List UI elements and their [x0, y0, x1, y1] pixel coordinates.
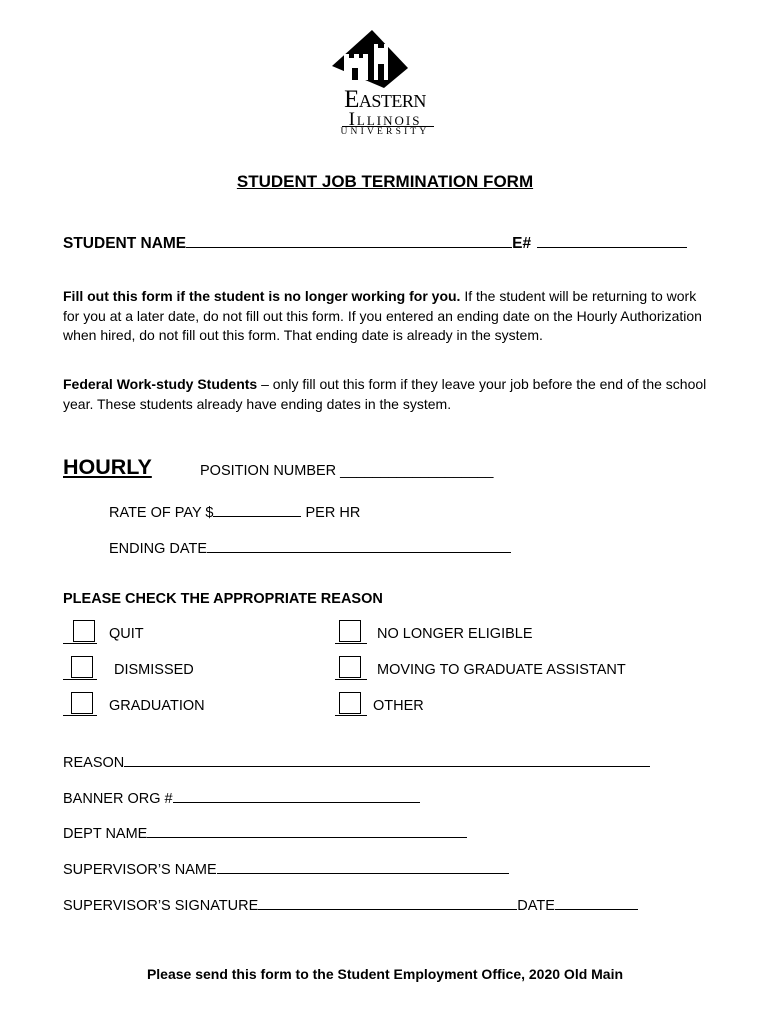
quit-checkbox[interactable] [73, 620, 95, 642]
supervisor-signature-label: SUPERVISOR’S SIGNATURE [63, 898, 259, 914]
dept-name-field[interactable] [147, 822, 467, 838]
date-label: DATE [517, 898, 555, 914]
dept-name-row [63, 822, 467, 842]
moving-to-graduate-assistant-label: MOVING TO GRADUATE ASSISTANT [377, 662, 626, 678]
no-longer-eligible-label: NO LONGER ELIGIBLE [377, 626, 533, 642]
no-longer-eligible-checkbox[interactable] [339, 620, 361, 642]
dept-name-label: DEPT NAME [63, 826, 148, 842]
instructions-p1-text: If the student will be returning to work for you at a later date, do not fill out this form. If you entered an ending date on the Hourly Authorization when hired, do not fill out this form. That ending date is already in the system. [63, 288, 702, 343]
logo-word-illinois: Illinois [348, 109, 422, 130]
reason-heading: PLEASE CHECK THE APPROPRIATE REASON [63, 591, 383, 607]
ending-date-field[interactable] [207, 537, 511, 553]
date-field[interactable] [555, 894, 638, 910]
banner-org-row [63, 787, 420, 807]
position-number-field[interactable]: POSITION NUMBER ___________________ [200, 463, 494, 479]
form-title: STUDENT JOB TERMINATION FORM [236, 172, 534, 191]
rate-of-pay-label: RATE OF PAY $ [109, 505, 214, 521]
student-name-field[interactable] [186, 232, 512, 248]
supervisor-name-row [63, 858, 509, 878]
supervisor-signature-field[interactable] [258, 894, 517, 910]
instructions-paragraph-1 [63, 287, 708, 346]
logo-word-eastern: Eastern [344, 86, 426, 113]
graduation-checkbox[interactable] [71, 692, 93, 714]
rate-of-pay-field[interactable] [213, 501, 301, 517]
supervisor-name-label: SUPERVISOR’S NAME [63, 862, 217, 878]
banner-org-label: BANNER ORG # [63, 791, 173, 807]
student-name-label: STUDENT NAME [63, 235, 187, 252]
instructions-p2-bold: Federal Work-study Students [63, 376, 258, 392]
footer-note: Please send this form to the Student Employment Office, 2020 Old Main [146, 966, 624, 982]
e-number-label: E# [512, 235, 532, 252]
moving-to-graduate-assistant-checkbox[interactable] [339, 656, 361, 678]
ending-date-row [109, 537, 511, 557]
instructions-paragraph-2 [63, 375, 708, 414]
e-number-field[interactable] [537, 232, 687, 248]
graduation-label: GRADUATION [109, 698, 205, 714]
logo-word-university: UNIVERSITY [340, 127, 430, 137]
castle-icon [330, 28, 440, 88]
other-label: OTHER [373, 698, 424, 714]
instructions-p2-text: – only fill out this form if they leave your job before the end of the school year. These students already have ending dates in the system. [63, 376, 707, 412]
instructions-p1-bold: Fill out this form if the student is no longer working for you. [63, 288, 461, 304]
reason-label: REASON [63, 755, 125, 771]
student-name-row [63, 232, 687, 253]
supervisor-name-field[interactable] [217, 858, 509, 874]
dismissed-label: DISMISSED [114, 662, 194, 678]
university-logo [330, 28, 440, 140]
hourly-heading: HOURLY [63, 455, 152, 479]
banner-org-field[interactable] [173, 787, 420, 803]
dismissed-checkbox[interactable] [71, 656, 93, 678]
per-hr-label: PER HR [301, 505, 361, 521]
other-checkbox[interactable] [339, 692, 361, 714]
supervisor-signature-row [63, 894, 638, 914]
reason-row [63, 751, 650, 771]
ending-date-label: ENDING DATE [109, 541, 208, 557]
quit-label: QUIT [109, 626, 144, 642]
rate-of-pay-row [109, 501, 360, 521]
reason-field[interactable] [124, 751, 650, 767]
